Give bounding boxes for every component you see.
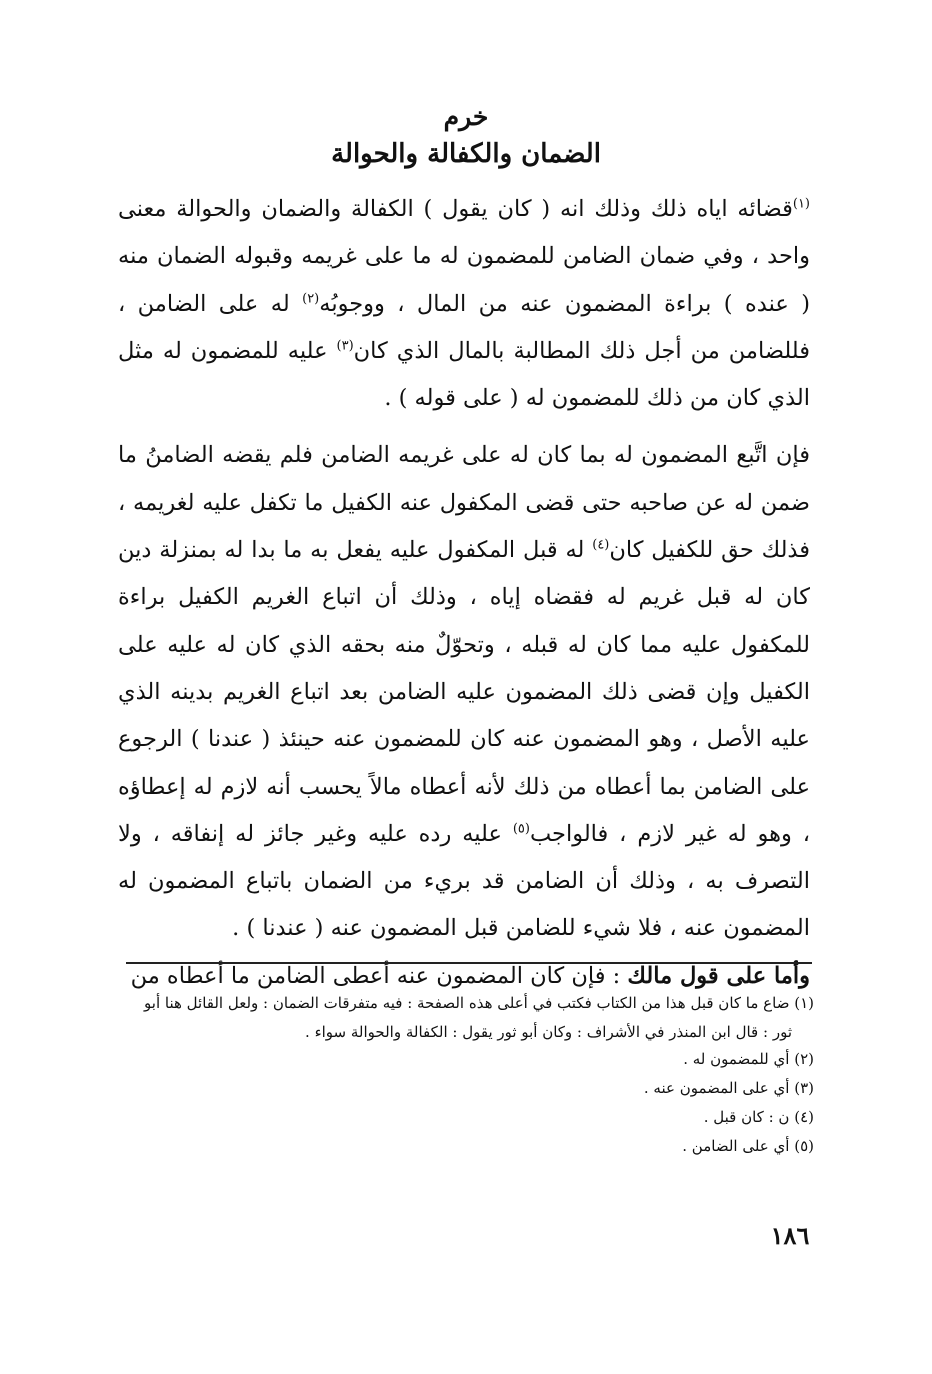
footnote-5: [118, 1133, 814, 1160]
footnote-2-number: (٢): [794, 1050, 814, 1068]
paragraph-2: [118, 432, 810, 952]
footnote-3: [118, 1075, 814, 1102]
footnote-4-text: ن : كان قبل .: [703, 1108, 790, 1126]
footnote-4-number: (٤): [794, 1108, 814, 1126]
footnote-5-text: أي على الضامن .: [682, 1137, 790, 1155]
footnote-1: [118, 990, 814, 1017]
paragraph-3-text: : فإن كان المضمون عنه أعطى الضامن ما أعطاه من: [130, 962, 628, 989]
footnote-ref-4[interactable]: (٤): [592, 537, 610, 553]
footnotes: [118, 990, 814, 1162]
footnote-1-text: ضاع ما كان قبل هذا من الكتاب فكتب في أعلى هذه الصفحة : فيه متفرقات الضمان : ولعل القائل هنا أبو: [144, 994, 790, 1012]
footnote-4: [118, 1104, 814, 1131]
footnote-ref-3[interactable]: (٣): [336, 338, 354, 354]
paragraph-3-lead: وأما على قول مالك: [627, 962, 810, 989]
footnote-1-number: (١): [794, 994, 814, 1012]
footnote-ref-5[interactable]: (٥): [512, 821, 530, 837]
footnote-2: [118, 1046, 814, 1073]
main-text: [118, 186, 810, 1023]
paragraph-2-text-a: فإن اتَّبع المضمون له بما كان له على غريمه الضامن فلم يقضه الضامنُ ما ضمن له عن صاحبه حتى قضى المكفول عنه الكفيل ما تكفل عليه لغريمه ، فذلك حق للكفيل كان: [118, 442, 810, 564]
footnote-3-number: (٣): [794, 1079, 814, 1097]
footnote-ref-1[interactable]: (١): [792, 196, 810, 212]
section-title: الضمان والكفالة والحوالة: [331, 139, 601, 169]
paragraph-1-text-c: عليه للمضمون له مثل الذي كان من ذلك للمضمون له ( على قوله ) .: [118, 337, 810, 412]
page-header: [120, 100, 812, 172]
paragraph-2-text-c: عليه رده عليه وغير جائز له إنفاقه ، ولا التصرف به ، وذلك أن الضامن قد بريء من الضمان باتباع المضمون له المضمون عنه ، فلا شيء للضامن قبل المضمون عنه ( عندنا ) .: [118, 820, 810, 942]
page-number: ١٨٦: [770, 1221, 810, 1250]
paragraph-1: [118, 186, 810, 422]
paragraph-2-text-b: له قبل المكفول عليه يفعل به ما بدا له بمنزلة دين كان له قبل غريم له فقضاه إياه ، وذلك أن اتباع الغريم الكفيل براءة للمكفول عليه مما كان له قبله ، وتحوّلٌ منه بحقه الذي كان له عليه على الكفيل وإن قضى ذلك المضمون عليه الضامن بعد اتباع الغريم بدينه الذي عليه الأصل ، وهو المضمون عنه كان للمضمون عنه حينئذ ( عندنا ) الرجوع على الضامن بما أعطاه من ذلك لأنه أعطاه مالاً يحسب أنه لازم له إعطاؤه ، وهو له غير لازم ، فالواجب: [118, 537, 810, 847]
footnote-ref-2[interactable]: (٢): [302, 291, 320, 307]
paragraph-1-text-a: قضائه اياه ذلك وذلك انه ( كان يقول ) الكفالة والضمان والحوالة معنى واحد ، وفي ضمان الضامن للمضمون له ما على غريمه وقبوله الضمان منه ( عنده ) براءة المضمون عنه من المال ، ووجوبُه: [118, 196, 810, 317]
footnote-2-text: أي للمضمون له .: [683, 1050, 790, 1068]
footnote-5-number: (٥): [794, 1137, 814, 1155]
lacuna-mark: خرم: [443, 102, 489, 131]
footnote-divider: [126, 962, 812, 964]
footnote-1-continuation: ثور : قال ابن المنذر في الأشراف : وكان أبو ثور يقول : الكفالة والحوالة سواء .: [305, 1023, 792, 1041]
paragraph-1-text-b: له على الضامن ، فللضامن من أجل ذلك المطالبة بالمال الذي كان: [118, 290, 810, 364]
footnote-3-text: أي على المضمون عنه .: [643, 1079, 790, 1097]
